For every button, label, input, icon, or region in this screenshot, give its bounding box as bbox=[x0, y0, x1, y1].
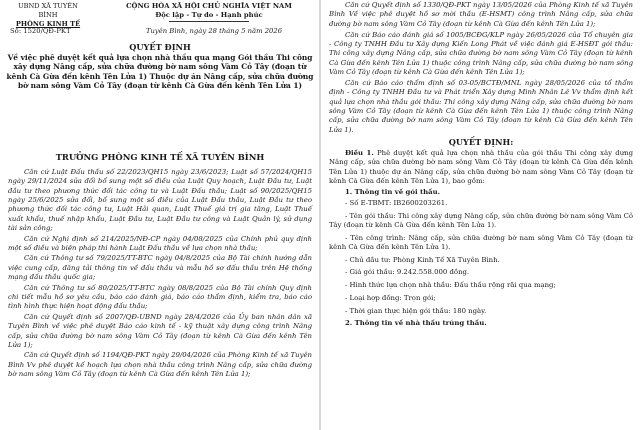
legal-basis-text: Căn cứ Quyết định số 1330/QĐ-PKT ngày 13/05/2026 của Phòng Kinh tế xã Tuyên Bình Về việc phê duyệt hồ sơ mời thầu (E-HSMT) công trình Nâng cấp, sửa chữa đường bờ nam sông Vàm Cỏ Tây (đoạn từ kênh Cà Gừa đến kênh Tên Lửa 1); bbox=[329, 1, 633, 28]
decision-title-block bbox=[6, 43, 314, 91]
authority-heading: TRƯỞNG PHÒNG KINH TẾ XÃ TUYÊN BÌNH bbox=[55, 152, 265, 162]
legal-basis-text: Căn cứ Quyết định số 2007/QĐ-UBND ngày 28/4/2026 của Ủy ban nhân dân xã Tuyên Bình về việc phê duyệt Báo cáo kinh tế - kỹ thuật xây dựng công trình Nâng cấp, sửa chữa đường bờ nam sông Vàm Cỏ Tây (đoạn từ kênh Cà Gừa đến kênh Tên Lửa 1); bbox=[8, 312, 312, 349]
document-page-right bbox=[321, 0, 640, 430]
legal-basis bbox=[8, 284, 312, 312]
article-1-label: Điều 1. bbox=[345, 148, 374, 157]
package-info-item: - Loại hợp đồng: Trọn gói; bbox=[345, 293, 436, 302]
decision-subject: Về việc phê duyệt kết quả lựa chọn nhà thầu qua mạng Gói thầu Thi công xây dựng Nâng cấp, sửa chữa đường bờ nam sông Vàm Cỏ Tây (đoạn từ kênh Cà Gừa đến kênh Tên Lửa 1) Thuộc dự án Nâng cấp, sửa chữa đường bờ nam sông Vàm Cỏ Tây (đoạn từ kênh Cà Gừa đến kênh Tên Lửa 1) bbox=[6, 52, 314, 90]
document-page-left bbox=[0, 0, 319, 430]
legal-basis bbox=[8, 168, 312, 233]
agency-header bbox=[8, 2, 88, 29]
agency-top: UBND XÃ TUYÊN BÌNH bbox=[18, 2, 78, 19]
legal-basis bbox=[8, 235, 312, 254]
motto-underline bbox=[169, 21, 249, 22]
legal-basis-text: Căn cứ Thông tư số 79/2025/TT-BTC ngày 04/8/2025 của Bộ Tài chính hướng dẫn việc cung cấp, đăng tải thông tin về đấu thầu và mẫu hồ sơ đấu thầu trên Hệ thống mạng đấu thầu quốc gia; bbox=[8, 254, 312, 282]
legal-basis-text: Căn cứ Báo cáo đánh giá số 1005/BCĐG/KLP ngày 26/05/2026 của Tổ chuyên gia - Công ty TNHH Đầu tư Xây dựng Kiến Long Phát về việc đánh giá E-HSĐT gói thầu: Thi công xây dựng Nâng cấp, sửa chữa đường bờ nam sông Vàm Cỏ Tây (đoạn từ kênh Cà Gừa đến kênh Tên Lửa 1) thuộc công trình Nâng cấp, sửa chữa đường bờ nam sông Vàm Cỏ Tây (đoạn từ kênh Cà Gừa đến kênh Tên Lửa 1); bbox=[329, 30, 633, 76]
package-info-item: - Số E-TBMT: IB2600203261. bbox=[345, 198, 448, 207]
article-1-text: Phê duyệt kết quả lựa chọn nhà thầu của gói thầu Thi công xây dựng Nâng cấp, sửa chữa đường bờ nam sông Vàm Cỏ Tây (đoạn từ kênh Cà Gừa đến kênh Tên Lửa 1) thuộc dự án Nâng cấp, sửa chữa đường bờ nam sông Vàm Cỏ Tây (đoạn từ kênh Cà Gừa đến kênh Tên Lửa 1), bao gồm: bbox=[329, 148, 633, 185]
legal-basis bbox=[8, 313, 312, 350]
legal-basis bbox=[8, 351, 312, 379]
package-info-item: - Giá gói thầu: 9.242.558.000 đồng. bbox=[345, 268, 470, 277]
decide-heading: QUYẾT ĐỊNH: bbox=[448, 137, 514, 147]
decision-body-right bbox=[329, 1, 633, 330]
legal-basis-text: Căn cứ Quyết định số 1194/QĐ-PKT ngày 29/04/2026 của Phòng Kinh tế xã Tuyên Bình Vv phê duyệt kế hoạch lựa chọn nhà thầu công trình Nâng cấp, sửa chữa đường bờ nam sông Vàm Cỏ Tây (đoạn từ kênh Cà Gừa đến kênh Tên Lửa 1); bbox=[8, 351, 312, 379]
section-2-heading: 2. Thông tin về nhà thầu trúng thầu. bbox=[345, 319, 487, 328]
document-date: Tuyên Bình, ngày 28 tháng 5 năm 2026 bbox=[146, 27, 283, 35]
national-header bbox=[104, 2, 314, 22]
package-info-item: - Tên công trình: Nâng cấp, sửa chữa đường bờ nam sông Vàm Cỏ Tây (đoạn từ kênh Cà Gừa đến kênh Tên Lửa 1). bbox=[329, 233, 633, 251]
legal-basis-text: Căn cứ Nghị định số 214/2025/NĐ-CP ngày 04/08/2025 của Chính phủ quy định một số điều và biện pháp thi hành Luật Đấu thầu về lựa chọn nhà thầu; bbox=[8, 234, 312, 252]
legal-basis bbox=[329, 31, 633, 78]
package-info-item: - Tên gói thầu: Thi công xây dựng Nâng cấp, sửa chữa đường bờ nam sông Vàm Cỏ Tây (đoạn từ kênh Cà Gừa đến kênh Tên Lửa 1). bbox=[329, 211, 633, 229]
agency-name: PHÒNG KINH TẾ bbox=[15, 20, 81, 28]
nation-title: CỘNG HÒA XÃ HỘI CHỦ NGHĨA VIỆT NAM bbox=[126, 2, 292, 10]
article-1 bbox=[329, 149, 633, 186]
legal-basis bbox=[329, 79, 633, 135]
legal-basis bbox=[8, 254, 312, 282]
national-motto: Độc lập - Tự do - Hạnh phúc bbox=[155, 11, 263, 19]
package-info-item: - Chủ đầu tư: Phòng Kinh Tế Xã Tuyên Bình. bbox=[345, 255, 500, 264]
legal-bases-left bbox=[8, 168, 312, 381]
decision-title: QUYẾT ĐỊNH bbox=[129, 42, 191, 52]
legal-basis-text: Căn cứ Báo cáo thẩm định số 03-05/BCTĐ/MNL ngày 28/05/2026 của tổ thẩm định - Công ty TNHH Đầu tư và Phát triển Xây dựng Minh Nhân Lê Vv thẩm định kết quả lựa chọn nhà thầu gói thầu: Thi công xây dựng Nâng cấp, sửa chữa đường bờ nam sông Vàm Cỏ Tây (đoạn từ kênh Cà Gừa đến kênh Tên Lửa 1) thuộc công trình Nâng cấp, sửa chữa đường bờ nam sông Vàm Cỏ Tây (đoạn từ kênh Cà Gừa đến kênh Tên Lửa 1). bbox=[329, 78, 633, 134]
package-info-item: - Hình thức lựa chọn nhà thầu: Đấu thầu rộng rãi qua mạng; bbox=[345, 281, 556, 290]
section-1-heading: 1. Thông tin về gói thầu. bbox=[345, 187, 441, 196]
legal-basis-text: Căn cứ Luật Đấu thầu số 22/2023/QH15 ngày 23/6/2023; Luật số 57/2024/QH15 ngày 29/11/2024 sửa đổi bổ sung một số điều của Luật Quy hoạch, Luật Đầu tư, Luật đầu tư theo phương thức đối tác công tư và Luật Đấu thầu; Luật số 90/2025/QH15 ngày 25/6/2025 sửa đổi, bổ sung một số điều của Luật Đấu thầu, Luật Đầu tư theo phương thức đối tác công tư, Luật Hải quan, Luật Thuế giá trị gia tăng, Luật Thuế xuất khẩu, thuế nhập khẩu, Luật Đầu tư, Luật Đầu tư công và Luật Quản lý, sử dụng tài sản công; bbox=[8, 168, 312, 233]
package-info-item: - Thời gian thực hiện gói thầu: 180 ngày. bbox=[345, 306, 487, 315]
legal-basis-text: Căn cứ Thông tư số 80/2025/TT-BTC ngày 08/8/2025 của Bộ Tài chính Quy định chi tiết mẫu hồ sơ yêu cầu, báo cáo đánh giá, báo cáo thẩm định, kiểm tra, báo cáo tình hình thực hiện hoạt động đấu thầu; bbox=[8, 283, 312, 311]
document-number: Số: 1520/QĐ-PKT bbox=[10, 27, 71, 35]
legal-basis bbox=[329, 1, 633, 29]
